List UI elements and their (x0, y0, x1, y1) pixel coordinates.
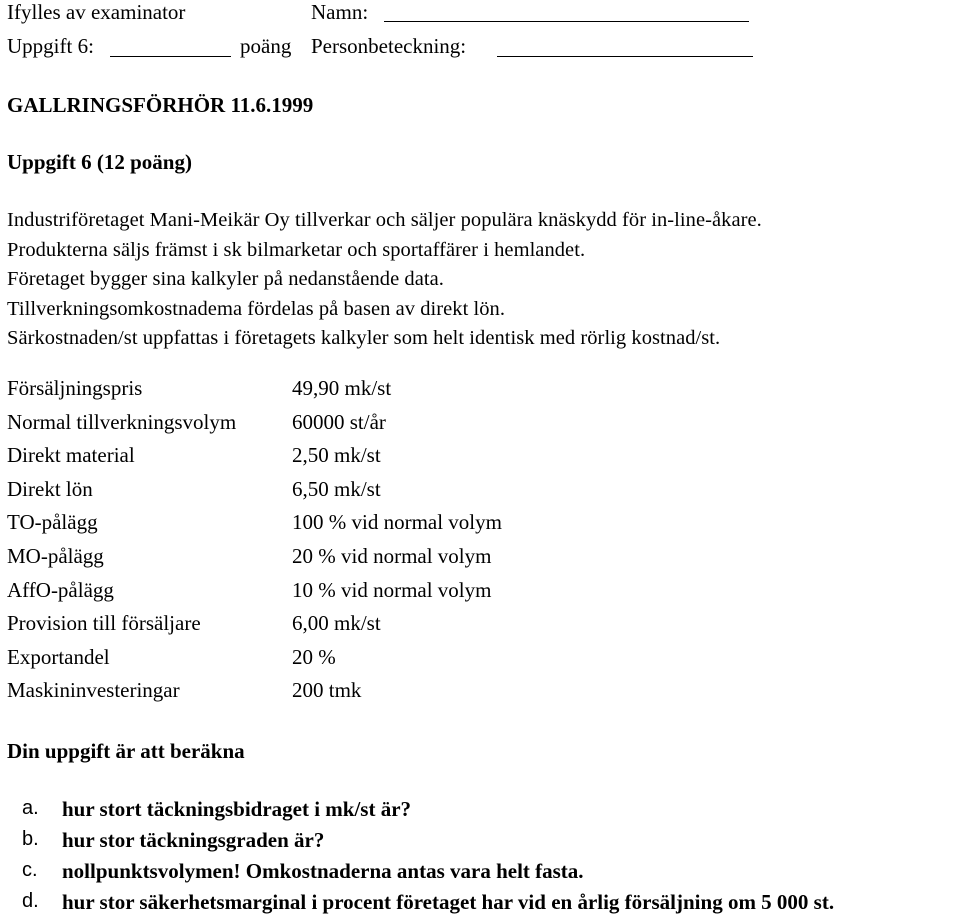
name-field[interactable] (384, 21, 749, 22)
data-value: 60000 st/år (292, 409, 386, 434)
question-text: hur stor säkerhetsmarginal i procent företaget har vid en årlig försäljning om 5 000 st. (62, 890, 835, 914)
question-letter: d. (22, 890, 39, 912)
question-text: hur stort täckningsbidraget i mk/st är? (62, 797, 412, 821)
data-value: 10 % vid normal volym (292, 577, 492, 602)
personal-id-field[interactable] (497, 56, 753, 57)
data-label: Försäljningspris (7, 376, 143, 400)
data-value: 6,50 mk/st (292, 476, 381, 501)
exam-title: GALLRINGSFÖRHÖR 11.6.1999 (7, 93, 314, 117)
question-letter: c. (22, 859, 38, 881)
question-letter: b. (22, 828, 39, 850)
task-label: Uppgift 6: (7, 34, 94, 58)
data-label: TO-pålägg (7, 510, 98, 535)
name-label: Namn: (311, 0, 369, 24)
examiner-label: Ifylles av examinator (7, 0, 186, 24)
data-value: 49,90 mk/st (292, 376, 392, 400)
intro-line: Produkterna säljs främst i sk bilmarketar och sportaffärer i hemlandet. (7, 238, 586, 261)
data-value: 20 % (292, 644, 336, 669)
intro-line: Företaget bygger sina kalkyler på nedanstående data. (7, 268, 444, 290)
intro-paragraph (7, 206, 762, 354)
question-text: hur stor täckningsgraden är? (62, 828, 325, 852)
data-label: Direkt lön (7, 476, 93, 501)
data-label: Provision till försäljare (7, 611, 201, 636)
data-label: MO-pålägg (7, 543, 104, 568)
data-label: Exportandel (7, 644, 110, 669)
data-label: Normal tillverkningsvolym (7, 409, 237, 434)
data-value: 6,00 mk/st (292, 611, 381, 636)
intro-line: Särkostnaden/st uppfattas i företagets kalkyler som helt identisk med rörlig kostnad/st. (7, 327, 721, 349)
task-heading: Uppgift 6 (12 poäng) (7, 150, 192, 174)
points-label: poäng (240, 34, 292, 58)
data-label: Maskininvesteringar (7, 678, 180, 703)
question-text: nollpunktsvolymen! Omkostnaderna antas vara helt fasta. (62, 859, 584, 883)
intro-line: Industriföretaget Mani-Meikär Oy tillverkar och säljer populära knäskydd för in-line-åkare. (7, 209, 762, 231)
question-letter: a. (22, 797, 39, 819)
points-field[interactable] (110, 56, 231, 57)
data-value: 200 tmk (292, 678, 362, 703)
data-value: 2,50 mk/st (292, 443, 381, 468)
data-value: 20 % vid normal volym (292, 543, 492, 568)
assignment-heading: Din uppgift är att beräkna (7, 739, 245, 763)
data-value: 100 % vid normal volym (292, 510, 502, 535)
personal-id-label: Personbeteckning: (311, 34, 467, 58)
data-label: AffO-pålägg (7, 577, 114, 602)
data-label: Direkt material (7, 443, 135, 468)
intro-line: Tillverkningsomkostnadema fördelas på basen av direkt lön. (7, 297, 506, 320)
